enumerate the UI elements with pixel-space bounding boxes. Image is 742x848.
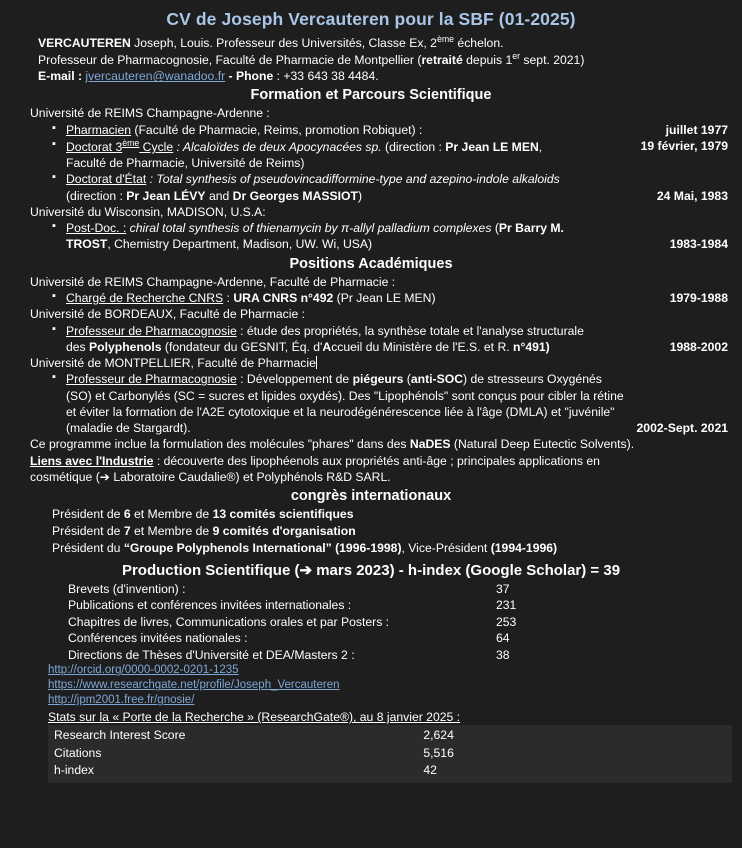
stats-value: 42: [423, 762, 437, 777]
position-bordeaux-line1: [66, 323, 728, 339]
identity-line-2-c: depuis 1: [462, 53, 513, 68]
congres-count-3: 7: [123, 524, 131, 539]
table-row: [68, 630, 616, 647]
external-links: [0, 663, 742, 708]
degree-label: Doctorat 3: [66, 140, 123, 155]
congres-block: [0, 506, 742, 557]
postdoc-line2: [66, 236, 728, 252]
stats-label: h-index: [54, 762, 94, 777]
section-heading-formation: Formation et Parcours Scientifique: [250, 87, 492, 104]
congres-line-3-c: , Vice-Président: [401, 541, 491, 556]
personal-site-link[interactable]: http://jpm2001.free.fr/gnosie/: [48, 694, 195, 707]
degree-supervisor-1: Pr Jean LÉVY: [126, 188, 206, 203]
degree-supervisor-2: Dr Georges MASSIOT: [232, 188, 358, 203]
email-label: E-mail :: [38, 69, 86, 84]
position-detail-a: des: [66, 339, 90, 354]
position-cnrs: [66, 290, 728, 306]
position-title: Chargé de Recherche CNRS: [66, 291, 224, 306]
position-sep: :: [223, 291, 234, 306]
section-heading-congres: congrès internationaux: [290, 488, 452, 505]
identity-line-1-end: échelon.: [454, 36, 504, 51]
degree-date: juillet 1977: [665, 122, 728, 137]
congres-line-1-c: et Membre de: [130, 507, 213, 522]
degree-and: and: [205, 188, 233, 203]
degree-direction-label: (direction :: [381, 140, 446, 155]
position-topic: Polyphenols: [89, 339, 162, 354]
congres-line-1: [52, 506, 742, 523]
industry-links-line2: cosmétique (➔ Laboratoire Caudalie®) et Polyphénols R&D SARL.: [30, 469, 391, 484]
degree-date: 24 Mai, 1983: [656, 188, 728, 203]
table-row: [48, 745, 732, 762]
position-detail-c: (: [403, 372, 411, 387]
table-row: [68, 581, 616, 598]
positions-montpellier-head-text: Université de MONTPELLIER, Faculté de Pharmacie: [30, 356, 316, 371]
postdoc-paren: (: [491, 221, 499, 236]
degree-comma: ,: [538, 140, 543, 155]
position-detail-c: (fondateur du GESNIT, Éq. d': [161, 339, 323, 354]
position-keyword-1: piégeurs: [352, 372, 404, 387]
degree-direction-label: (direction :: [66, 188, 127, 203]
position-date: 1979-1988: [669, 291, 728, 306]
positions-montpellier-list: [14, 371, 728, 436]
postdoc-topic: chiral total synthesis of thienamycin by π-allyl palladium complexes: [126, 221, 492, 236]
position-date: 1988-2002: [669, 339, 728, 354]
degree-label-sup: ème: [122, 137, 140, 148]
stats-title-text: Stats sur la « Porte de la Recherche » (ResearchGate®), au 8 janvier 2025 :: [48, 710, 461, 725]
programme-note: [14, 436, 728, 452]
position-detail-d: A: [322, 339, 332, 354]
production-value: 253: [496, 614, 517, 629]
table-row: [48, 727, 732, 744]
congres-count-2: 13 comités scientifiques: [212, 507, 354, 522]
production-value: 231: [496, 598, 517, 613]
list-item: [52, 290, 728, 306]
list-item: [52, 323, 728, 355]
stats-panel: [48, 725, 732, 783]
postdoc-list: [14, 220, 728, 252]
identity-block: [0, 34, 742, 84]
postdoc-label: Post-Doc. :: [66, 221, 127, 236]
stats-value: 2,624: [423, 728, 454, 743]
postdoc-supervisor-2: TROST: [66, 237, 108, 252]
identity-line-2-d: sept. 2021): [520, 53, 585, 68]
production-label: Directions de Thèses d'Université et DEA/Masters 2 :: [68, 647, 355, 662]
positions-block: [0, 274, 742, 486]
degree-supervisor: Pr Jean LE MEN: [445, 140, 539, 155]
list-item: [52, 122, 728, 138]
position-detail-line4: (maladie de Stargardt).: [66, 421, 191, 436]
degree-thesis-title: : Total synthesis of pseudovincadifformine-type and azepino-indole alkaloids: [146, 172, 560, 187]
industry-links-text: : découverte des lipophéenols aux propriétés anti-âge ; principales applications en: [153, 453, 600, 468]
congres-count-1: 6: [123, 507, 131, 522]
researchgate-link[interactable]: https://www.researchgate.net/profile/Joseph_Vercauteren: [48, 679, 340, 692]
congres-line-2-a: Président de: [52, 524, 124, 539]
production-value: 37: [496, 581, 510, 596]
degree-label-2: Cycle: [139, 140, 174, 155]
list-item: [52, 371, 728, 436]
degree-paren: ): [357, 188, 363, 203]
page-title: CV de Joseph Vercauteren pour la SBF (01-2025): [166, 9, 576, 29]
identity-contact: [38, 68, 742, 84]
formation-univ-wisconsin: Université du Wisconsin, MADISON, U.S.A:: [30, 204, 266, 219]
formation-block: [0, 105, 742, 252]
industry-links-label: Liens avec l'Industrie: [30, 453, 154, 468]
positions-montpellier-head: [14, 355, 728, 371]
positions-bordeaux-head: Université de BORDEAUX, Faculté de Pharmacie :: [30, 307, 306, 322]
congres-line-1-a: Président de: [52, 507, 124, 522]
formation-item-doctorat-etat-line2: [66, 188, 728, 204]
identity-line-2: [38, 51, 742, 68]
formation-list: [14, 122, 728, 204]
programme-note-c: (Natural Deep Eutectic Solvents).: [450, 437, 635, 452]
identity-line-2-sup: er: [512, 51, 521, 62]
postdoc-address: , Chemistry Department, Madison, UW. Wi, USA): [107, 237, 373, 252]
production-label: Brevets (d'invention) :: [68, 581, 186, 596]
programme-nades: NaDES: [409, 437, 451, 452]
position-montpellier-line2: (SO) et Carbonylés (SC = sucres et lipides oxydés). Des "Lipophénols" sont conçus pour cibler la rétine: [66, 388, 624, 403]
production-value: 38: [496, 647, 510, 662]
stats-table: [48, 727, 732, 779]
list-item: [52, 220, 728, 252]
table-row: [68, 597, 616, 614]
production-label: Publications et conférences invitées internationales :: [68, 598, 352, 613]
position-detail-e: ccueil du Ministère de l'E.S. et R.: [331, 339, 514, 354]
stats-value: 5,516: [423, 745, 454, 760]
degree-thesis-title: : Alcaloïdes de deux Apocynacées sp.: [173, 140, 382, 155]
congres-line-3-a: Président du: [52, 541, 124, 556]
phone-label: - Phone: [225, 69, 274, 84]
position-title: Professeur de Pharmacognosie: [66, 372, 237, 387]
formation-item-doctorat3-line2: Faculté de Pharmacie, Université de Reims): [66, 156, 305, 171]
postdoc-line1: [66, 220, 728, 236]
degree-date: 19 février, 1979: [640, 138, 728, 153]
degree-label: Doctorat d'État: [66, 172, 147, 187]
congres-count-4: 9 comités d'organisation: [212, 524, 356, 539]
congres-line-2: [52, 523, 742, 540]
table-row: [48, 762, 732, 779]
position-montpellier-line4: [66, 420, 728, 436]
identity-line-1-sup: ème: [436, 34, 455, 44]
stats-label: Research Interest Score: [54, 728, 186, 743]
degree-label: Pharmacien: [66, 122, 132, 137]
orcid-link[interactable]: http://orcid.org/0000-0002-0201-1235: [48, 664, 239, 677]
positions-bordeaux-list: [14, 323, 728, 355]
formation-item-pharmacien: [66, 122, 728, 138]
congres-vp-years: (1994-1996): [490, 541, 558, 556]
formation-univ-reims: Université de REIMS Champagne-Ardenne :: [30, 106, 270, 121]
position-montpellier-line1: [66, 371, 728, 387]
postdoc-supervisor: Pr Barry M.: [498, 221, 564, 236]
position-detail-e: ) de stresseurs Oxygénés: [463, 372, 602, 387]
position-detail: : étude des propriétés, la synthèse totale et l'analyse structurale: [236, 323, 584, 338]
position-title: Professeur de Pharmacognosie: [66, 323, 237, 338]
production-label: Chapitres de livres, Communications orales et par Posters :: [68, 614, 390, 629]
text-cursor: [316, 356, 317, 369]
identity-line-1: [38, 34, 742, 51]
production-table: [68, 581, 616, 664]
postdoc-date: 1983-1984: [669, 237, 728, 252]
position-keyword-2: anti-SOC: [410, 372, 463, 387]
identity-line-2-a: Professeur de Pharmacognosie, Faculté de Pharmacie de Montpellier (: [38, 53, 422, 68]
position-montpellier-line3: et éviter la formation de l'A2E cytotoxique et la neurodégénérescence liée à l'âge (DMLA) et "juvénile": [66, 404, 615, 419]
position-unit: URA CNRS n°492: [233, 291, 334, 306]
table-row: [68, 614, 616, 631]
identity-retired: retraité: [421, 53, 463, 68]
person-surname: VERCAUTEREN: [38, 36, 131, 51]
table-row: [68, 647, 616, 664]
section-heading-positions: Positions Académiques: [289, 255, 453, 272]
industry-links: [14, 453, 728, 469]
stats-label: Citations: [54, 745, 102, 760]
section-heading-production: Production Scientifique (➔ mars 2023) - h-index (Google Scholar) = 39: [121, 561, 621, 579]
programme-note-a: Ce programme inclue la formulation des molécules "phares" dans des: [30, 437, 410, 452]
formation-item-doctorat3: [66, 138, 728, 155]
position-date: 2002-Sept. 2021: [636, 421, 728, 436]
position-head: (Pr Jean LE MEN): [333, 291, 436, 306]
identity-line-1-rest: Joseph, Louis. Professeur des Universités, Classe Ex, 2: [130, 36, 437, 51]
position-bordeaux-line2: [66, 339, 728, 355]
degree-detail: (Faculté de Pharmacie, Reims, promotion Robiquet) :: [131, 122, 423, 137]
congres-line-3: [52, 540, 742, 557]
position-unit-number: n°491): [513, 339, 550, 354]
list-item: [52, 138, 728, 172]
position-detail-a: : Développement de: [236, 372, 353, 387]
positions-reims-list: [14, 290, 728, 306]
formation-item-doctorat-etat: [66, 171, 728, 187]
production-value: 64: [496, 631, 510, 646]
stats-title: [0, 708, 742, 725]
congres-line-2-c: et Membre de: [130, 524, 213, 539]
production-label: Conférences invitées nationales :: [68, 631, 248, 646]
positions-reims-head: Université de REIMS Champagne-Ardenne, Faculté de Pharmacie :: [30, 274, 396, 289]
congres-group: “Groupe Polyphenols International” (1996-1998): [123, 541, 402, 556]
list-item: [52, 171, 728, 203]
phone-value: : +33 643 38 4484.: [273, 69, 379, 84]
email-link[interactable]: jvercauteren@wanadoo.fr: [85, 69, 226, 84]
